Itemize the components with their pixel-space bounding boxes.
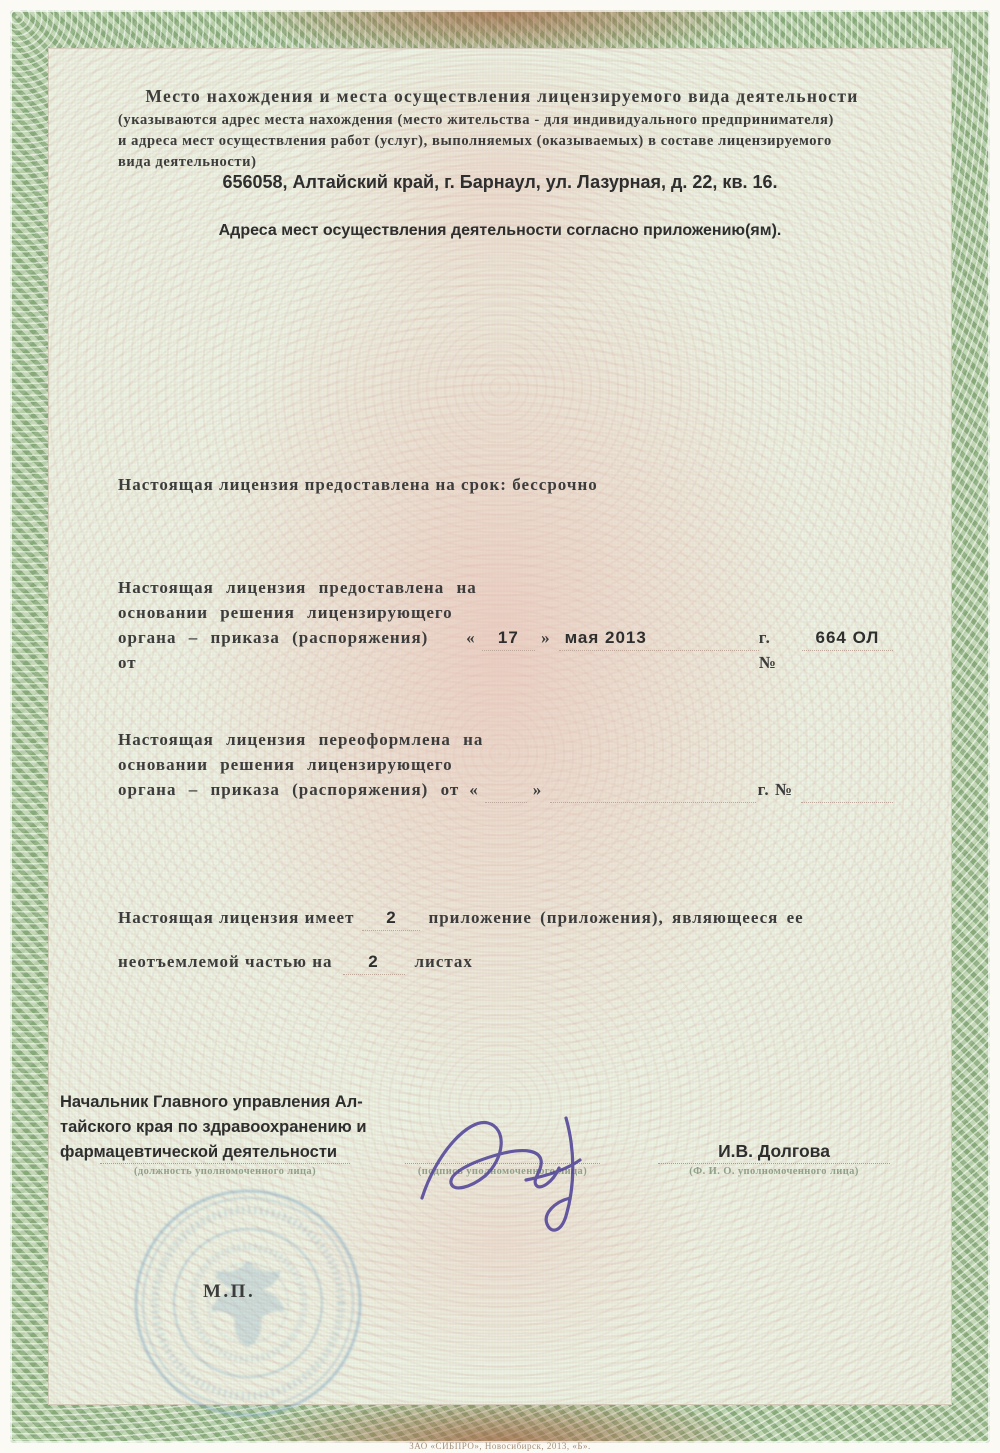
section-subtitle [118, 110, 898, 173]
attachments-part-1: Настоящая лицензия имеет [118, 908, 355, 927]
reissued-day-field [485, 777, 527, 803]
printer-imprint: ЗАО «СИБПРО», Новосибирск, 2013, «Б». [409, 1441, 591, 1451]
section-title: Место нахождения и места осуществления лицензируемого вида деятельности [145, 86, 859, 106]
caption-position: (должность уполномоченного лица) [134, 1166, 316, 1177]
reissued-line-2: основании решения лицензирующего [118, 755, 453, 774]
signer-position [60, 1090, 390, 1165]
subtitle-line-2: и адреса мест осуществления работ (услуг), выполняемых (оказываемых) в составе лицензируемого [118, 133, 832, 149]
signer-position-line-3: фармацевтической деятельности [60, 1143, 338, 1161]
attachments-sheets-field: 2 [343, 949, 405, 975]
license-address: 656058, Алтайский край, г. Барнаул, ул. Лазурная, д. 22, кв. 16. [222, 172, 778, 192]
attachments-block [118, 905, 893, 975]
reissued-month-field [550, 777, 756, 803]
attachments-line-2 [118, 949, 893, 975]
signer-name: И.В. Долгова [718, 1141, 830, 1161]
granted-line-3-prefix: органа – приказа (распоряжения) от [118, 628, 429, 672]
name-rule [658, 1163, 890, 1164]
caption-signature: (подпись уполномоченного лица) [417, 1166, 588, 1177]
signer-position-line-1: Начальник Главного управления Ал- [60, 1093, 363, 1111]
reissued-year-number-label: г. № [757, 780, 793, 799]
attachments-part-4: листах [414, 952, 473, 971]
granted-line-1: Настоящая лицензия предоставлена на [118, 578, 477, 597]
quote-close: » [541, 628, 551, 647]
position-rule [100, 1163, 350, 1164]
attachments-part-2: приложение (приложения), являющееся ее [428, 908, 804, 927]
reissued-line-1: Настоящая лицензия переоформлена на [118, 730, 484, 749]
license-term-line: Настоящая лицензия предоставлена на срок: бессрочно [118, 475, 598, 494]
official-seal [128, 1183, 368, 1423]
granted-number-field: 664 ОЛ [802, 625, 893, 651]
reissued-block [118, 727, 893, 803]
signer-position-line-2: тайского края по здравоохранению и [60, 1118, 367, 1136]
granted-month-field: мая 2013 [559, 625, 759, 651]
attachments-part-3: неотъемлемой частью на [118, 952, 333, 971]
quote-open: « [466, 628, 476, 647]
quote-open: « [469, 780, 479, 799]
caption-name: (Ф. И. О. уполномоченного лица) [689, 1166, 859, 1177]
stamp-place-label: М.П. [203, 1281, 256, 1302]
granted-line-3 [118, 625, 893, 675]
granted-day-field: 17 [482, 625, 536, 651]
granted-block [118, 575, 893, 675]
attachments-line-1 [118, 905, 893, 931]
handwritten-signature [408, 1082, 623, 1237]
addresses-note: Адреса мест осуществления деятельности согласно приложению(ям). [218, 222, 782, 239]
reissued-number-field [801, 777, 893, 803]
attachments-count-field: 2 [362, 905, 420, 931]
reissued-line-3 [118, 777, 893, 803]
quote-close: » [532, 780, 543, 799]
subtitle-line-3: вида деятельности) [118, 154, 257, 170]
granted-line-2: основании решения лицензирующего [118, 603, 453, 622]
reissued-line-3-prefix: органа – приказа (распоряжения) от [118, 780, 460, 799]
subtitle-line-1: (указываются адрес места нахождения (место жительства - для индивидуального предпринимателя) [118, 112, 834, 128]
granted-year-number-label: г. № [758, 628, 777, 672]
